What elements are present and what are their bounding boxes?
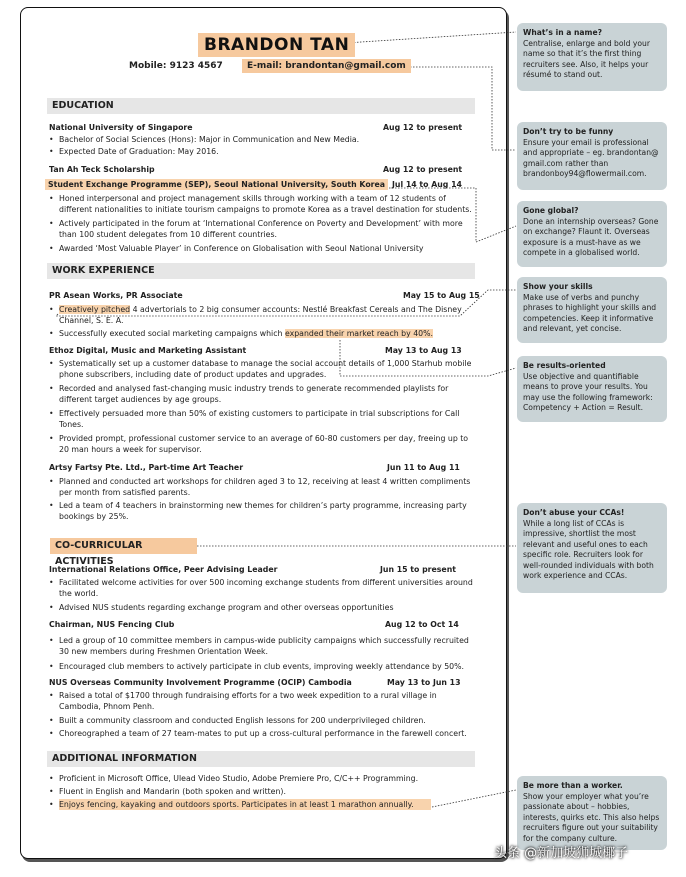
mobile-number: Mobile: 9123 4567 bbox=[129, 61, 223, 71]
tip-hobbies bbox=[517, 776, 667, 850]
cca-fencing-title: Chairman, NUS Fencing Club bbox=[49, 620, 175, 629]
work-ethoz-bullet-1: • Systematically set up a customer database to manage the social account details of 1,000 Starhub mobile phone subscribers, including date of product updates and upgrades. bbox=[59, 358, 473, 380]
work-ethoz-date: May 13 to Aug 13 bbox=[385, 346, 462, 355]
tip-title: Don’t try to be funny bbox=[523, 127, 614, 136]
work-artsy-date: Jun 11 to Aug 11 bbox=[387, 463, 460, 472]
tip-body: Use objective and quantifiable means to prove your results. You may use the following framework: Competency + Action = Result. bbox=[523, 371, 653, 412]
tip-body: Make use of verbs and punchy phrases to highlight your skills and competencies. Keep it informative and relevant, yet concise. bbox=[523, 292, 657, 333]
tip-title: What’s in a name? bbox=[523, 28, 603, 37]
edu-nus-bullet-1: • Bachelor of Social Sciences (Hons): Major in Communication and New Media. bbox=[59, 134, 469, 145]
cca-fencing-bullet-2: • Encouraged club members to actively participate in club events, improving weekly attendance by 50%. bbox=[59, 661, 473, 672]
work-pr-bullet-1-rest: 4 advertorials to 2 big consumer accounts: Nestlé Breakfast Cereals and The Disney Channel, S. E. A. bbox=[59, 305, 462, 325]
cca-ocip-bullet-2: • Built a community classroom and conducted English lessons for 200 underprivileged children. bbox=[59, 715, 473, 726]
highlight-market-reach: expanded their market reach by 40%. bbox=[284, 329, 434, 338]
tip-results bbox=[517, 356, 667, 422]
cca-iro-bullet-1: • Facilitated welcome activities for over 500 incoming exchange students from different universities around the world. bbox=[59, 577, 473, 599]
tip-body: Show your employer what you’re passionate about – hobbies, interests, quirks etc. This also helps recruiters figure out your suitability for the company culture. bbox=[523, 791, 660, 843]
additional-bullet-2: • Fluent in English and Mandarin (both spoken and written). bbox=[59, 786, 473, 797]
cca-ocip-title: NUS Overseas Community Involvement Programme (OCIP) Cambodia bbox=[49, 678, 352, 687]
edu-nus-date: Aug 12 to present bbox=[383, 123, 463, 132]
edu-sep-bullet-2: • Actively participated in the forum at ‘International Conference on Poverty and Development’ with more than 100 student delegates from 10 different countries. bbox=[59, 218, 473, 240]
edu-scholar-date: Aug 12 to present bbox=[383, 165, 463, 174]
section-additional: ADDITIONAL INFORMATION bbox=[47, 751, 475, 767]
tip-skills bbox=[517, 277, 667, 343]
tip-title: Gone global? bbox=[523, 206, 579, 215]
work-artsy-title: Artsy Fartsy Pte. Ltd., Part-time Art Teacher bbox=[49, 463, 244, 472]
tip-global bbox=[517, 201, 667, 267]
cca-ocip-bullet-1: • Raised a total of $1700 through fundraising efforts for a two week expedition to a rural village in Cambodia, Phnom Penh. bbox=[59, 690, 473, 712]
edu-sep-date: Jul 14 to Aug 14 bbox=[392, 180, 462, 189]
work-artsy-bullet-2: • Led a team of 4 teachers in brainstorming new themes for children’s party programme, increasing party bookings by 25%. bbox=[59, 500, 473, 522]
section-work-experience: WORK EXPERIENCE bbox=[47, 263, 475, 279]
cca-iro-bullet-2: • Advised NUS students regarding exchange program and other overseas opportunities bbox=[59, 602, 473, 613]
tip-cca bbox=[517, 503, 667, 593]
tip-body: While a long list of CCAs is impressive, shortlist the most relevant and useful ones to each specific role. Recruiters look for well-rounded individuals with both work experience and CCAs. bbox=[523, 518, 654, 580]
cca-ocip-bullet-3: • Choreographed a team of 27 team-mates to put up a cross-cultural performance in the farewell concert. bbox=[59, 728, 473, 739]
work-pr-bullet-2-text: Successfully executed social marketing campaigns which bbox=[59, 329, 285, 338]
email-address: E-mail: brandontan@gmail.com bbox=[242, 59, 411, 73]
tip-email bbox=[517, 122, 667, 190]
cca-iro-title: International Relations Office, Peer Advising Leader bbox=[49, 565, 278, 574]
cca-iro-date: Jun 15 to present bbox=[380, 565, 457, 574]
candidate-name: BRANDON TAN bbox=[198, 33, 355, 57]
highlight-creatively-pitched: Creatively pitched bbox=[59, 305, 131, 314]
edu-nus-bullet-2: • Expected Date of Graduation: May 2016. bbox=[59, 146, 469, 157]
section-education: EDUCATION bbox=[47, 98, 475, 114]
edu-sep-title: Student Exchange Programme (SEP), Seoul National University, South Korea bbox=[45, 179, 388, 190]
watermark: 头条 @新加坡狮城椰子 bbox=[494, 846, 629, 861]
tip-title: Be results-oriented bbox=[523, 361, 606, 370]
tip-title: Show your skills bbox=[523, 282, 593, 291]
additional-bullet-3: • Enjoys fencing, kayaking and outdoors sports. Participates in at least 1 marathon annually. bbox=[59, 799, 431, 810]
work-pr-bullet-1 bbox=[59, 304, 473, 326]
tip-title: Be more than a worker. bbox=[523, 781, 623, 790]
tip-body: Centralise, enlarge and bold your name so that it’s the first thing recruiters see. Also, it helps your résumé to stand out. bbox=[523, 38, 650, 79]
work-pr-date: May 15 to Aug 15 bbox=[403, 291, 480, 300]
tip-name bbox=[517, 23, 667, 91]
edu-nus-title: National University of Singapore bbox=[49, 123, 193, 132]
cca-fencing-bullet-1: • Led a group of 10 committee members in campus-wide publicity campaigns which successfully recruited 30 new members during Freshmen Orientation Week. bbox=[59, 635, 473, 657]
work-ethoz-title: Ethoz Digital, Music and Marketing Assistant bbox=[49, 346, 247, 355]
work-pr-title: PR Asean Works, PR Associate bbox=[49, 291, 183, 300]
section-cca: CO-CURRICULAR ACTIVITIES bbox=[50, 538, 197, 554]
work-pr-bullet-2 bbox=[59, 328, 473, 339]
edu-scholar-title: Tan Ah Teck Scholarship bbox=[49, 165, 155, 174]
cca-ocip-date: May 13 to Jun 13 bbox=[387, 678, 461, 687]
cca-fencing-date: Aug 12 to Oct 14 bbox=[385, 620, 459, 629]
work-ethoz-bullet-2: • Recorded and analysed fast-changing music industry trends to generate recommended playlists for different target audiences by age groups. bbox=[59, 383, 473, 405]
work-ethoz-bullet-4: • Provided prompt, professional customer service to an average of 60-80 customers per day, freeing up to 20 man hours a week for supervisor. bbox=[59, 433, 473, 455]
tip-title: Don’t abuse your CCAs! bbox=[523, 508, 625, 517]
additional-bullet-1: • Proficient in Microsoft Office, Ulead Video Studio, Adobe Premiere Pro, C/C++ Programming. bbox=[59, 773, 473, 784]
work-artsy-bullet-1: • Planned and conducted art workshops for children aged 3 to 12, receiving at least 4 written compliments per month from satisfied parents. bbox=[59, 476, 473, 498]
edu-sep-bullet-1: • Honed interpersonal and project management skills through working with a team of 12 students of different nationalities to initiate tourism campaigns to promote Korea as a travel destination for students. bbox=[59, 193, 473, 215]
edu-sep-bullet-3: • Awarded ‘Most Valuable Player’ in Conference on Globalisation with Seoul National University bbox=[59, 243, 473, 254]
tip-body: Ensure your email is professional and appropriate – eg. brandontan@ gmail.com rather than brandonboy94@flowermail.com. bbox=[523, 137, 659, 178]
tip-body: Done an internship overseas? Gone on exchange? Flaunt it. Overseas exposure is a must-have as we compete in a globalised world. bbox=[523, 216, 659, 257]
work-ethoz-bullet-3: • Effectively persuaded more than 50% of existing customers to participate in trial subscriptions for Call Tones. bbox=[59, 408, 473, 430]
